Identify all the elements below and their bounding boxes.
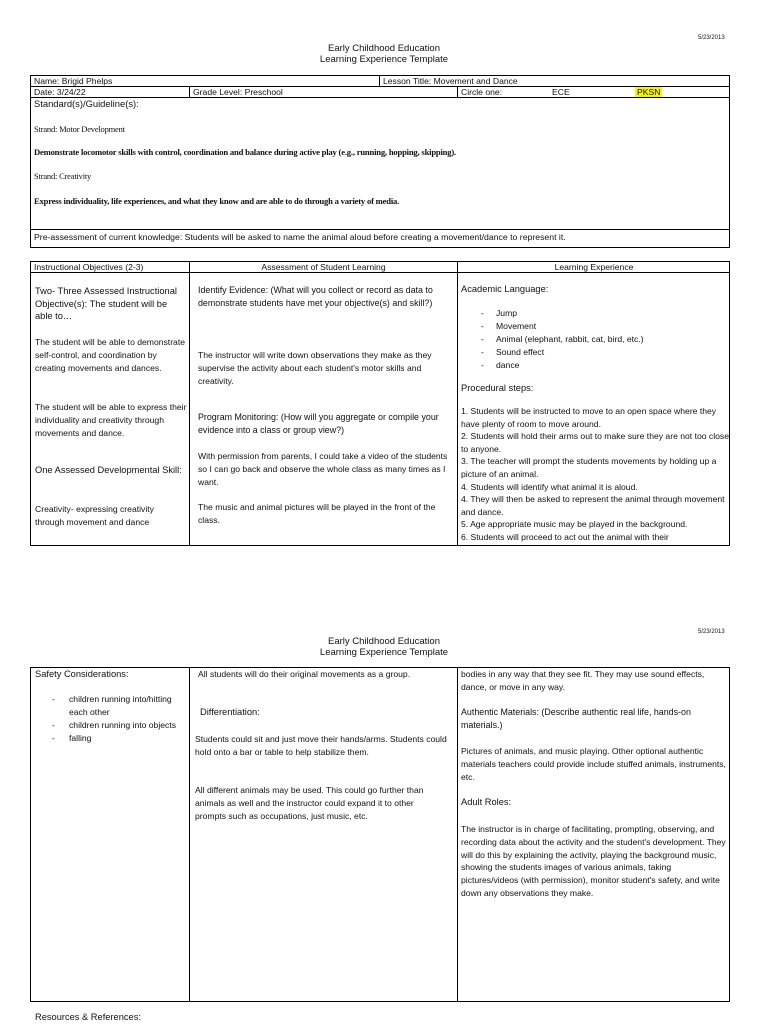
video-evidence: With permission from parents, I could take a video of the students so I can go back and observe the whole class as many times as I want. — [198, 451, 448, 487]
procedure-continued: bodies in any way that they see fit. They may use sound effects, dance, or move in any way. — [461, 669, 705, 692]
list-item: - dance — [481, 360, 520, 370]
procedural-steps — [461, 405, 729, 545]
list-item: - children running into objects — [52, 720, 177, 730]
step: 4. Students will identify what animal it is aloud. — [461, 481, 638, 492]
student-name: Name: Brigid Phelps — [34, 76, 113, 86]
list-item: - Animal (elephant, rabbit, cat, bird, etc.) — [481, 334, 644, 344]
col-header-assessment: Assessment of Student Learning — [261, 262, 386, 272]
ece-option: ECE — [552, 87, 570, 97]
list-item: - children running into/hitting each other — [52, 694, 172, 717]
safety-label: Safety Considerations: — [35, 669, 129, 679]
list-item: - falling — [52, 733, 92, 743]
lesson-title: Lesson Title: Movement and Dance — [383, 76, 518, 86]
page2-title-line2: Learning Experience Template — [319, 647, 449, 658]
dev-skill: Creativity- expressing creativity through movement and dance — [35, 504, 154, 527]
differentiation-1: Students could sit and just move their hands/arms. Students could hold onto a bar or table to help stabilize them. — [195, 734, 447, 757]
objective-2: The student will be able to express their individuality and creativity through movements and dance. — [35, 402, 187, 438]
step: 6. Students will proceed to act out the animal with their — [461, 531, 669, 542]
page2-title-line1: Early Childhood Education — [328, 636, 440, 647]
page1-title-line2: Learning Experience Template — [319, 54, 449, 65]
page1-title-line1: Early Childhood Education — [328, 43, 440, 54]
list-item: - Sound effect — [481, 347, 545, 357]
col-header-learning: Learning Experience — [554, 262, 634, 272]
preassessment: Pre-assessment of current knowledge: Students will be asked to name the animal aloud before creating a movement/dance to represent it. — [34, 232, 566, 242]
strand-motor: Strand: Motor Development — [34, 124, 125, 134]
standards-label: Standard(s)/Guideline(s): — [34, 98, 139, 109]
objectives-intro: Two- Three Assessed Instructional Objective(s): The student will be able to… — [35, 286, 177, 321]
strand-creativity: Strand: Creativity — [34, 171, 92, 181]
objective-1: The student will be able to demonstrate self-control, and coordination by creating movements and dances. — [35, 337, 186, 373]
authentic-materials-label: Authentic Materials: (Describe authentic real life, hands-on materials.) — [461, 707, 691, 730]
original-movements: All students will do their original movements as a group. — [198, 669, 411, 679]
grade-level: Grade Level: Preschool — [193, 87, 283, 97]
differentiation-label: Differentiation: — [200, 707, 260, 717]
adult-roles-label: Adult Roles: — [461, 797, 512, 807]
circle-one-label: Circle one: — [461, 87, 503, 97]
list-item: - Jump — [481, 308, 518, 318]
instructor-observation: The instructor will write down observations they make as they supervise the activity about each student's motor skills and creativity. — [198, 350, 432, 386]
program-monitoring: Program Monitoring: (How will you aggregate or compile your evidence into a class or group view?) — [198, 412, 439, 435]
standard-motor: Demonstrate locomotor skills with control, coordination and balance during active play (e.g., running, hopping, skipping). — [34, 147, 456, 157]
standard-creativity: Express individuality, life experiences, and what they know and are able to do through a variety of media. — [34, 196, 400, 206]
academic-language-label: Academic Language: — [461, 284, 549, 294]
authentic-materials: Pictures of animals, and music playing. Other optional authentic materials teachers could provide include stuffed animals, instruments, etc. — [461, 746, 726, 782]
differentiation-2: All different animals may be used. This could go further than animals as well and the instructor could expand it to other prompts such as occupations, just music, etc. — [195, 785, 424, 821]
col-header-objectives: Instructional Objectives (2-3) — [34, 262, 144, 272]
page1-date: 5/23/2013 — [698, 35, 725, 41]
vocab-list — [481, 307, 721, 372]
step: 5. Age appropriate music may be played in the background. — [461, 519, 688, 530]
resources-label: Resources & References: — [35, 1012, 141, 1022]
step: 3. The teacher will prompt the students movements by holding up a picture of an animal. — [461, 456, 717, 479]
adult-roles: The instructor is in charge of facilitating, prompting, observing, and recording data about the activity and the student's development. They will do this by explaining the activity, playing the background music, showing the students images of various animals, taking pictures/videos (with permission), monitor student's safety, and write down any observations they make. — [461, 824, 726, 898]
safety-list — [52, 693, 187, 745]
step: 4. They will then be asked to represent the animal through movement and dance. — [461, 494, 725, 517]
music-note: The music and animal pictures will be played in the front of the class. — [198, 502, 436, 525]
identify-evidence: Identify Evidence: (What will you collect or record as data to demonstrate students have met your objective(s) and skill?) — [198, 285, 433, 308]
dev-skill-label: One Assessed Developmental Skill: — [35, 465, 182, 475]
step: 2. Students will hold their arms out to make sure they are not too close to anyone. — [461, 431, 729, 454]
page2-date: 5/23/2013 — [698, 629, 725, 635]
lesson-date: Date: 3/24/22 — [34, 87, 86, 97]
pksn-option-highlighted: PKSN — [637, 87, 661, 97]
procedural-steps-label: Procedural steps: — [461, 383, 534, 393]
step: 1. Students will be instructed to move to an open space where they have plenty of room to move around. — [461, 406, 717, 429]
list-item: - Movement — [481, 321, 537, 331]
